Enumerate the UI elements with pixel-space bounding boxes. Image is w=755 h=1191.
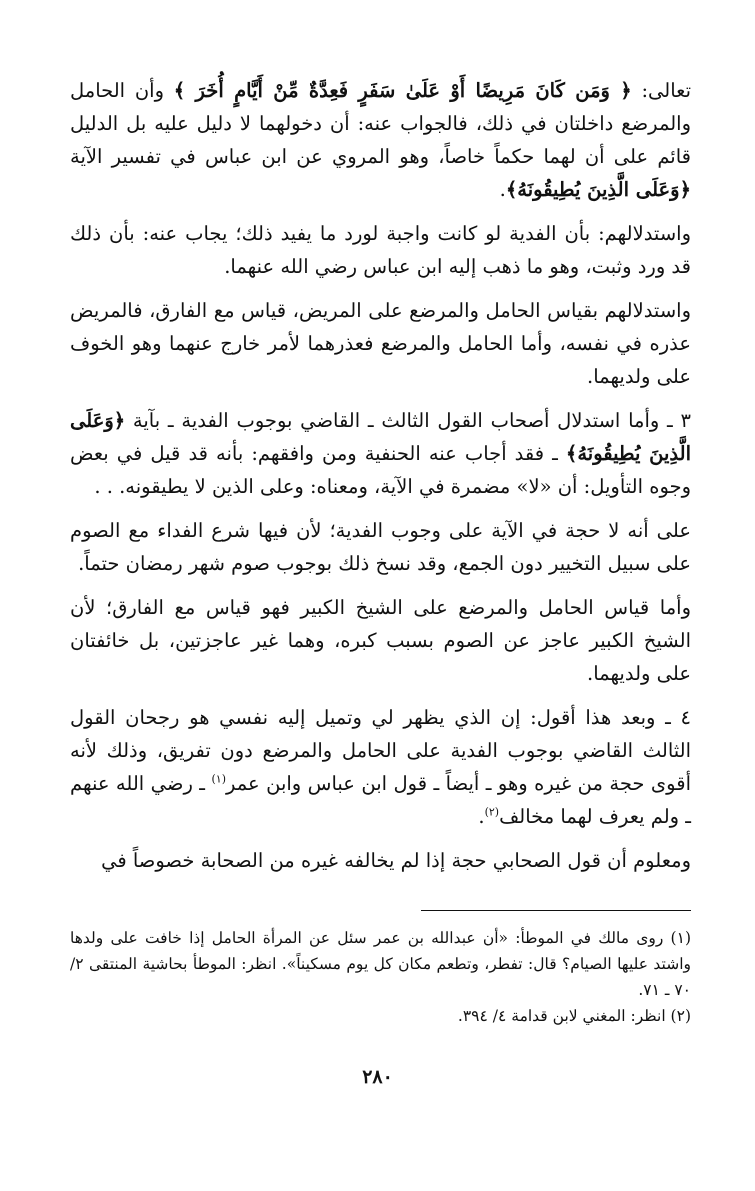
quran-verse: ﴿وَعَلَى الَّذِينَ يُطِيقُونَهُ﴾ xyxy=(70,409,691,465)
text-run: . xyxy=(478,805,485,828)
paragraph-p5 xyxy=(70,514,691,580)
footnotes xyxy=(70,925,691,1029)
text-run: واستدلالهم بقياس الحامل والمرضع على المريض، قياس مع الفارق، فالمريض عذره في نفسه، وأما الحامل والمرضع فعذرهما لأمر خارج عنهما وهو الخوف على ولديهما. xyxy=(70,299,691,388)
text-run: . xyxy=(499,178,506,201)
text-run: وأن الحامل والمرضع داخلتان في ذلك، فالجواب عنه: أن دخولهما لا دليل عليه بل الدليل قائم على أن لهما حكماً خاصاً، وهو المروي عن ابن عباس في تفسير الآية xyxy=(70,79,691,168)
text-run: وأما قياس الحامل والمرضع على الشيخ الكبير فهو قياس مع الفارق؛ لأن الشيخ الكبير عاجز عن الصوم بسبب كبره، وهما غير عاجزتين، بل خائفتان على ولديهما. xyxy=(70,596,691,685)
paragraph-p6 xyxy=(70,591,691,690)
paragraph-p4 xyxy=(70,404,691,503)
paragraph-p8 xyxy=(70,844,691,877)
page-number: ٢٨٠ xyxy=(362,1066,393,1088)
paragraph-p7 xyxy=(70,701,691,833)
body-text xyxy=(70,74,691,877)
quran-verse: ﴿وَعَلَى الَّذِينَ يُطِيقُونَهُ﴾ xyxy=(505,178,691,201)
text-run: تعالى: xyxy=(631,79,692,102)
text-run: ٤ ـ وبعد هذا أقول: إن الذي يظهر لي وتميل إليه نفسي هو رجحان القول الثالث القاضي بوجوب الفدية على الحامل والمرضع دون تفريق، وذلك لأنه أقوى حجة من غيره وهو ـ أيضاً ـ قول ابن عباس وابن عمر xyxy=(70,706,691,795)
text-run: ـ رضي الله عنهم ـ ولم يعرف لهما مخالف xyxy=(70,772,691,828)
footnote-2: (٢) انظر: المغني لابن قدامة ٤/ ٣٩٤. xyxy=(457,1007,691,1025)
footnote-separator-wrap xyxy=(70,888,691,925)
text-run: ـ فقد أجاب عنه الحنفية ومن وافقهم: بأنه قد قيل في بعض وجوه التأويل: أن «لا» مضمرة في الآية، ومعناه: وعلى الذين لا يطيقونه. . . xyxy=(70,442,691,498)
paragraph-p3 xyxy=(70,294,691,393)
footnote-separator xyxy=(421,910,691,911)
footnote-reference: (٢) xyxy=(484,805,500,819)
text-run: على أنه لا حجة في الآية على وجوب الفدية؛ لأن فيها شرع الفداء مع الصوم على سبيل التخيير دون الجمع، وقد نسخ ذلك بوجوب صوم شهر رمضان حتماً. xyxy=(70,519,691,575)
text-run: واستدلالهم: بأن الفدية لو كانت واجبة لورد ما يفيد ذلك؛ يجاب عنه: بأن ذلك قد ورد وثبت، وهو ما ذهب إليه ابن عباس رضي الله عنهما. xyxy=(70,222,691,278)
text-run: ومعلوم أن قول الصحابي حجة إذا لم يخالفه غيره من الصحابة خصوصاً في xyxy=(101,849,691,872)
paragraph-p1 xyxy=(70,74,691,206)
quran-verse: ﴿ وَمَن كَانَ مَرِيضًا أَوْ عَلَىٰ سَفَرٍ فَعِدَّةٌ مِّنْ أَيَّامٍ أُخَرَ ﴾ xyxy=(173,79,632,102)
text-run: ٣ ـ وأما استدلال أصحاب القول الثالث ـ القاضي بوجوب الفدية ـ بآية xyxy=(125,409,691,432)
footnote-1: (١) روى مالك في الموطأ: «أن عبدالله بن عمر سئل عن المرأة الحامل إذا خافت على ولدها واشتد عليها الصيام؟ قال: تفطر، وتطعم مكان كل يوم مسكيناً». انظر: الموطأ بحاشية المنتقى ٢/ ٧٠ ـ ٧١. xyxy=(70,929,691,999)
footnote-reference: (١) xyxy=(211,772,226,786)
paragraph-p2 xyxy=(70,217,691,283)
